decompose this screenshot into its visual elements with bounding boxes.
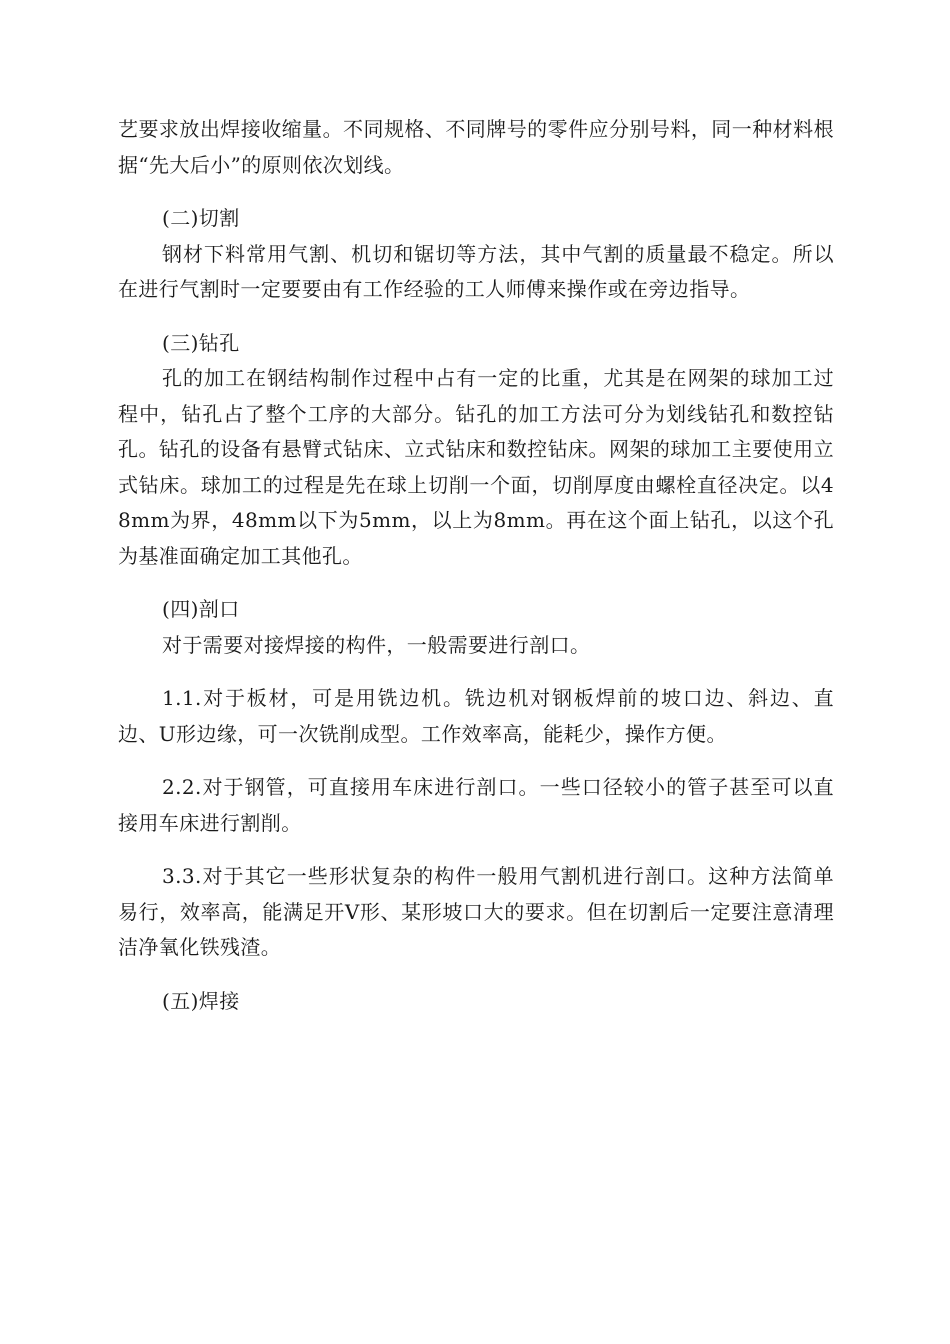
list-item-complex: 3.3.对于其它一些形状复杂的构件一般用气割机进行剖口。这种方法简单易行，效率高，能满足开V形、某形坡口大的要求。但在切割后一定要注意清理洁净氧化铁残渣。 (118, 864, 834, 959)
section-heading-beveling: (四)剖口 (162, 597, 240, 621)
list-item-pipe: 2.2.对于钢管，可直接用车床进行剖口。一些口径较小的管子甚至可以直接用车床进行割削。 (118, 775, 834, 835)
section-heading-drilling: (三)钻孔 (162, 330, 240, 355)
paragraph-cutting: 钢材下料常用气割、机切和锯切等方法，其中气割的质量最不稳定。所以在进行气割时一定要要由有工作经验的工人师傅来操作或在旁边指导。 (118, 241, 834, 301)
section-heading-cutting: (二)切割 (162, 206, 240, 230)
document-page (118, 112, 834, 1019)
list-item-plate: 1.1.对于板材，可是用铣边机。铣边机对钢板焊前的坡口边、斜边、直边、U形边缘，可一次铣削成型。工作效率高，能耗少，操作方便。 (118, 686, 834, 746)
section-heading-welding: (五)焊接 (162, 988, 240, 1013)
paragraph-beveling-intro: 对于需要对接焊接的构件，一般需要进行剖口。 (162, 632, 591, 657)
paragraph-intro: 艺要求放出焊接收缩量。不同规格、不同牌号的零件应分别号料，同一种材料根据“先大后小”的原则依次划线。 (118, 117, 834, 177)
paragraph-drilling: 孔的加工在钢结构制作过程中占有一定的比重，尤其是在网架的球加工过程中，钻孔占了整个工序的大部分。钻孔的加工方法可分为划线钻孔和数控钻孔。钻孔的设备有悬臂式钻床、立式钻床和数控钻床。网架的球加工主要使用立式钻床。球加工的过程是先在球上切削一个面，切削厚度由螺栓直径决定。以48mm为界，48mm以下为5mm，以上为8mm。再在这个面上钻孔，以这个孔为基准面确定加工其他孔。 (118, 366, 834, 568)
